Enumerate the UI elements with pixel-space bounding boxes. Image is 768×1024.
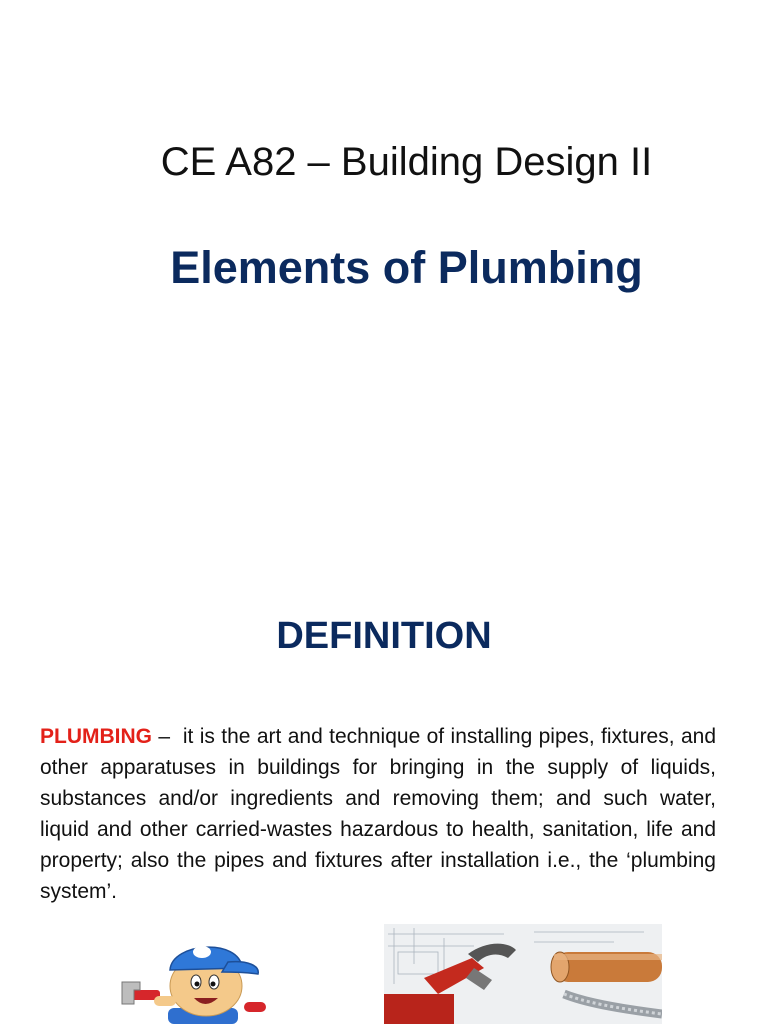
definition-slide (0, 560, 768, 1024)
section-heading: DEFINITION (276, 615, 492, 657)
definition-text: it is the art and technique of installing pipes, fixtures, and other apparatuses in buildings for bringing in the supply of liquids, substances and/or ingredients and removing them; and such water, liquid and other carried-wastes hazardous to health, sanitation, life and property; also the pipes and fixtures after installation i.e., the ‘plumbing system’. (40, 725, 716, 903)
plumber-mascot-icon (118, 924, 278, 1024)
main-title: Elements of Plumbing (170, 242, 643, 293)
plumbing-tools-photo (384, 924, 662, 1024)
definition-paragraph (40, 721, 716, 907)
definition-separator: – (152, 725, 183, 748)
course-title: CE A82 – Building Design II (160, 140, 653, 184)
definition-term: PLUMBING (40, 725, 152, 748)
